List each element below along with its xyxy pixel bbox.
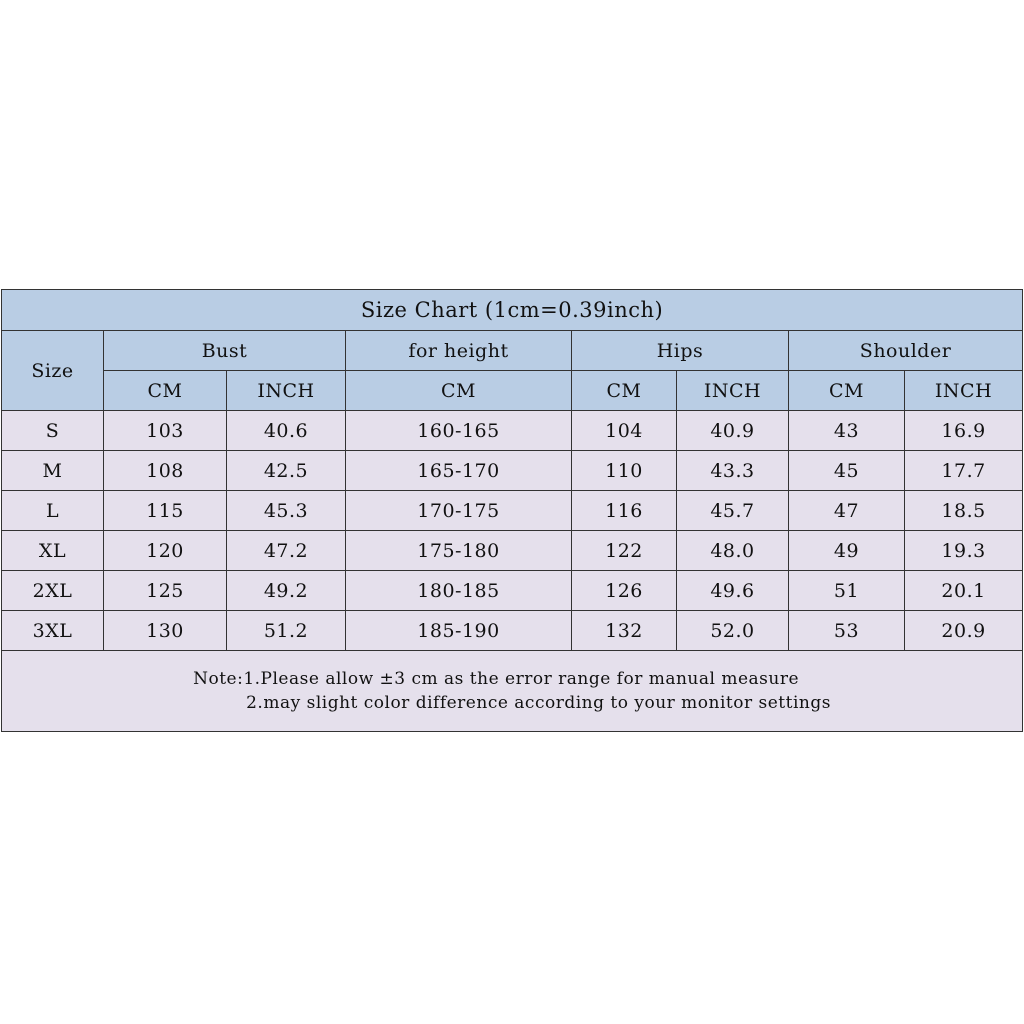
bust-inch-cell: 47.2 — [227, 531, 346, 571]
shoulder-cm-header: CM — [789, 371, 905, 411]
bust-inch-cell: 45.3 — [227, 491, 346, 531]
shoulder-cm-cell: 47 — [789, 491, 905, 531]
bust-cm-cell: 125 — [104, 571, 227, 611]
hips-inch-header: INCH — [677, 371, 789, 411]
shoulder-cm-cell: 51 — [789, 571, 905, 611]
note-cell — [2, 651, 1023, 732]
hips-inch-cell: 52.0 — [677, 611, 789, 651]
hips-cm-header: CM — [572, 371, 677, 411]
note-block — [193, 667, 831, 715]
bust-inch-cell: 40.6 — [227, 411, 346, 451]
bust-header: Bust — [104, 331, 346, 371]
shoulder-inch-cell: 20.1 — [905, 571, 1023, 611]
size-cell: M — [2, 451, 104, 491]
size-cell: 3XL — [2, 611, 104, 651]
hips-cm-cell: 110 — [572, 451, 677, 491]
table-row — [2, 451, 1023, 491]
shoulder-inch-cell: 17.7 — [905, 451, 1023, 491]
hips-inch-cell: 45.7 — [677, 491, 789, 531]
size-header: Size — [2, 331, 104, 411]
size-cell: L — [2, 491, 104, 531]
bust-cm-header: CM — [104, 371, 227, 411]
hips-cm-cell: 116 — [572, 491, 677, 531]
height-cm-cell: 180-185 — [346, 571, 572, 611]
shoulder-cm-cell: 49 — [789, 531, 905, 571]
note-row — [2, 651, 1023, 732]
bust-cm-cell: 103 — [104, 411, 227, 451]
hips-inch-cell: 49.6 — [677, 571, 789, 611]
height-cm-cell: 175-180 — [346, 531, 572, 571]
title-row — [2, 290, 1023, 331]
shoulder-inch-cell: 18.5 — [905, 491, 1023, 531]
unit-header-row — [2, 371, 1023, 411]
bust-inch-header: INCH — [227, 371, 346, 411]
height-cm-cell: 185-190 — [346, 611, 572, 651]
hips-inch-cell: 48.0 — [677, 531, 789, 571]
hips-inch-cell: 40.9 — [677, 411, 789, 451]
table-row — [2, 611, 1023, 651]
table-row — [2, 531, 1023, 571]
table-row — [2, 411, 1023, 451]
shoulder-cm-cell: 43 — [789, 411, 905, 451]
height-cm-cell: 165-170 — [346, 451, 572, 491]
shoulder-inch-header: INCH — [905, 371, 1023, 411]
hips-header: Hips — [572, 331, 789, 371]
bust-cm-cell: 130 — [104, 611, 227, 651]
hips-inch-cell: 43.3 — [677, 451, 789, 491]
bust-inch-cell: 49.2 — [227, 571, 346, 611]
size-cell: S — [2, 411, 104, 451]
size-cell: XL — [2, 531, 104, 571]
shoulder-inch-cell: 19.3 — [905, 531, 1023, 571]
height-cm-cell: 170-175 — [346, 491, 572, 531]
hips-cm-cell: 132 — [572, 611, 677, 651]
height-cm-header: CM — [346, 371, 572, 411]
height-header: for height — [346, 331, 572, 371]
hips-cm-cell: 122 — [572, 531, 677, 571]
size-chart-table — [1, 289, 1023, 732]
hips-cm-cell: 104 — [572, 411, 677, 451]
shoulder-inch-cell: 16.9 — [905, 411, 1023, 451]
bust-cm-cell: 108 — [104, 451, 227, 491]
shoulder-inch-cell: 20.9 — [905, 611, 1023, 651]
size-cell: 2XL — [2, 571, 104, 611]
note-line-2: 2.may slight color difference according to your monitor settings — [246, 693, 831, 713]
table-row — [2, 491, 1023, 531]
bust-cm-cell: 115 — [104, 491, 227, 531]
bust-inch-cell: 42.5 — [227, 451, 346, 491]
shoulder-cm-cell: 45 — [789, 451, 905, 491]
height-cm-cell: 160-165 — [346, 411, 572, 451]
note-line-1: Note:1.Please allow ±3 cm as the error range for manual measure — [193, 669, 800, 689]
group-header-row — [2, 331, 1023, 371]
shoulder-header: Shoulder — [789, 331, 1023, 371]
hips-cm-cell: 126 — [572, 571, 677, 611]
bust-inch-cell: 51.2 — [227, 611, 346, 651]
table-title: Size Chart (1cm=0.39inch) — [2, 290, 1023, 331]
table-row — [2, 571, 1023, 611]
shoulder-cm-cell: 53 — [789, 611, 905, 651]
bust-cm-cell: 120 — [104, 531, 227, 571]
